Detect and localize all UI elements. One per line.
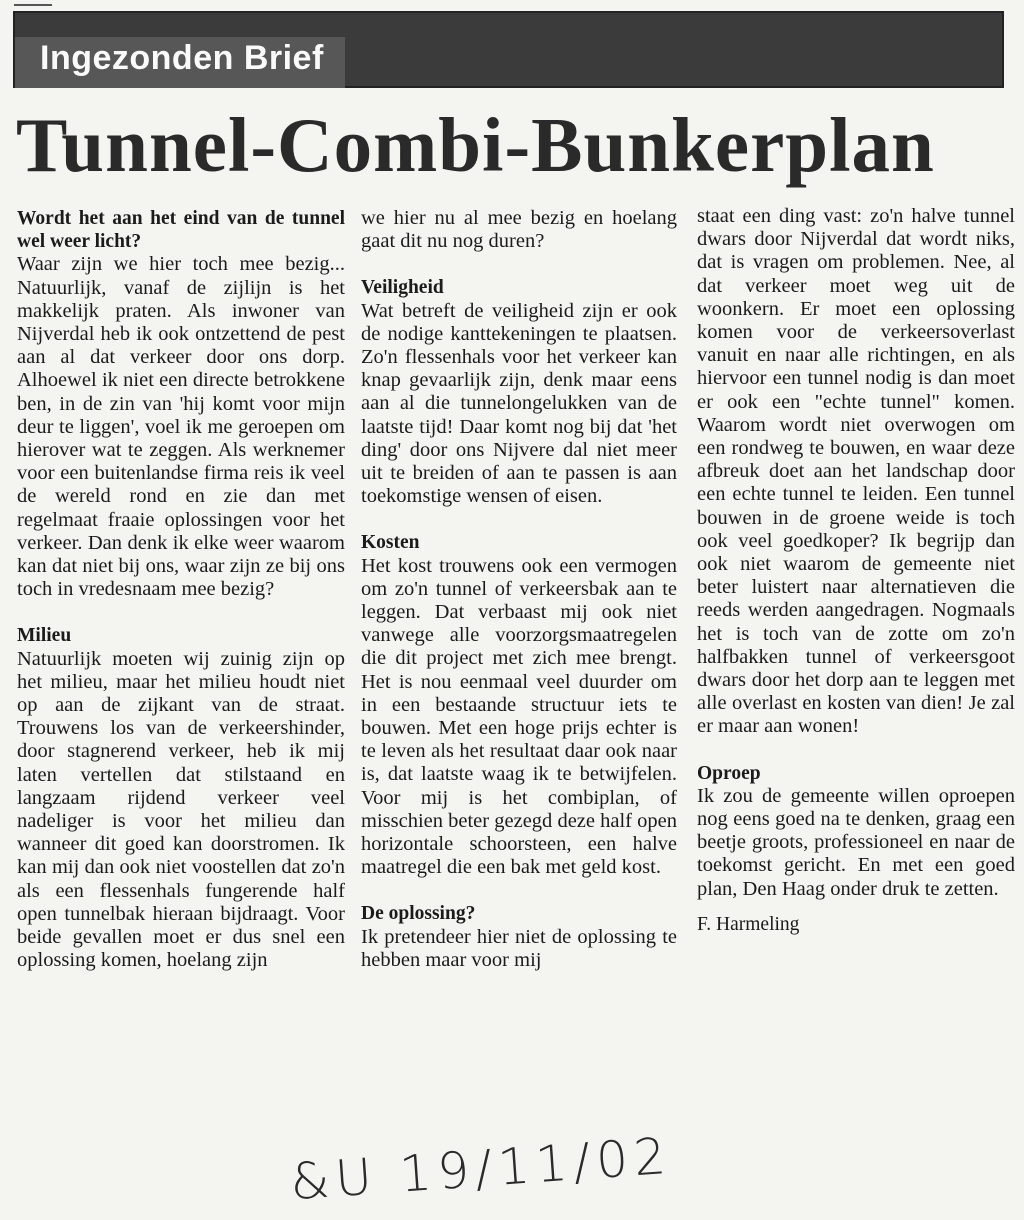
column3-continuation: staat een ding vast: zo'n halve tunnel dwars door Nijverdal dat wordt niks, dat is vragen om problemen. Nee, al dat verkeer moet weg uit de woonkern. Er moet een oplossing komen voor de verkeersoverlast vanuit en naar alle richtingen, en als hiervoor een tunnel nodig is dan moet er ook een "echte tunnel" komen. Waarom wordt niet overwogen om een rondweg te bouwen, en waar deze afbreuk doet aan het landschap door een echte tunnel te leiden. Een tunnel bouwen in de groene weide is toch ook veel goedkoper? Ik begrijp dan ook niet waarom de gemeente niet beter luistert naar alternatieven die reeds werden aangedragen. Nogmaals het is toch van de zotte om zo'n halfbakken tunnel of verkeersgoot dwars door het dorp aan te leggen met alle overlast en kosten van dien! Je zal er maar aan wonen!: [697, 205, 1015, 738]
kosten-heading: Kosten: [361, 532, 420, 554]
article-title: Tunnel-Combi-Bunkerplan: [16, 102, 935, 188]
column2-continuation: we hier nu al mee bezig en hoelang gaat dit nu nog duren?: [361, 207, 677, 253]
column-3: [697, 205, 1015, 936]
author-signature: F. Harmeling: [697, 913, 800, 935]
top-rule: [14, 4, 52, 6]
kosten-paragraph: Het kost trouwens ook een vermogen om zo'n tunnel of verkeersbak aan te leggen. Dat verbaast mij ook niet vanwege alle voorzorgsmaatregelen die dit project met zich mee brengt. Het is nou eenmaal veel duurder om in een bestaande structuur iets te bouwen. Met een hoge prijs echter is te leven als het resultaat daar ook naar is, dat laatste waag ik te betwijfelen. Voor mij is het combiplan, of misschien beter gezegd deze half open horizontale schoorsteen, een halve maatregel die een bak met geld kost.: [361, 554, 677, 879]
milieu-paragraph: Natuurlijk moeten wij zuinig zijn op het milieu, maar het milieu houdt niet op aan de zijkant van de straat. Trouwens los van de verkeershinder, door stagnerend verkeer, heb ik mij laten vertellen dat stilstaand en langzaam rijdend verkeer veel nadeliger is voor het milieu dan wanneer dit goed kan doorstromen. Ik kan mij dan ook niet voostellen dat zo'n als een flessenhals fungerende half open tunnelbak hieraan bijdraagt. Voor beide gevallen moet er dus snel een oplossing komen, hoelang zijn: [17, 647, 345, 972]
column-1: [17, 207, 345, 973]
veiligheid-heading: Veiligheid: [361, 277, 444, 299]
intro-paragraph: Waar zijn we hier toch mee bezig... Natuurlijk, vanaf de zijlijn is het makkelijk praten. Als inwoner van Nijverdal heb ik ook ontzettend de pest aan al dat verkeer door ons dorp. Alhoewel ik niet een directe betrokkene ben, in de zin van 'hij komt voor mijn deur te liggen', voel ik me geroepen om hierover wat te zeggen. Als werknemer voor een buitenlandse firma reis ik veel de wereld rond en zie dan met regelmaat fraaie oplossingen voor het verkeer. Dan denk ik elke weer waarom kan dat niet bij ons, waar zijn ze bij ons toch in vredesnaam mee bezig?: [17, 253, 345, 601]
milieu-heading: Milieu: [17, 625, 72, 647]
column-2: [361, 207, 677, 972]
oplossing-heading: De oplossing?: [361, 903, 476, 925]
oproep-paragraph: Ik zou de gemeente willen oproepen nog eens goed na te denken, graag een beetje groots, professioneel en naar de toekomst gericht. En met een goed plan, Den Haag onder druk te zetten.: [697, 784, 1015, 900]
handwritten-date-note: &U 19/11/02: [288, 1126, 674, 1212]
section-banner: [13, 11, 1004, 88]
oplossing-paragraph: Ik pretendeer hier niet de oplossing te hebben maar voor mij: [361, 925, 677, 971]
section-label: Ingezonden Brief: [40, 39, 324, 77]
oproep-heading: Oproep: [697, 762, 761, 784]
veiligheid-paragraph: Wat betreft de veiligheid zijn er ook de nodige kanttekeningen te plaatsen. Zo'n flessenhals voor het verkeer kan knap gevaarlijk zijn, denk maar eens aan al die tunnelongelukken van de laatste tijd! Daar komt nog bij dat 'het ding' door ons Nijvere dal niet meer uit te breiden of aan te passen is aan toekomstige wensen of eisen.: [361, 299, 677, 508]
intro-heading: Wordt het aan het eind van de tunnel wel weer licht?: [17, 208, 345, 253]
